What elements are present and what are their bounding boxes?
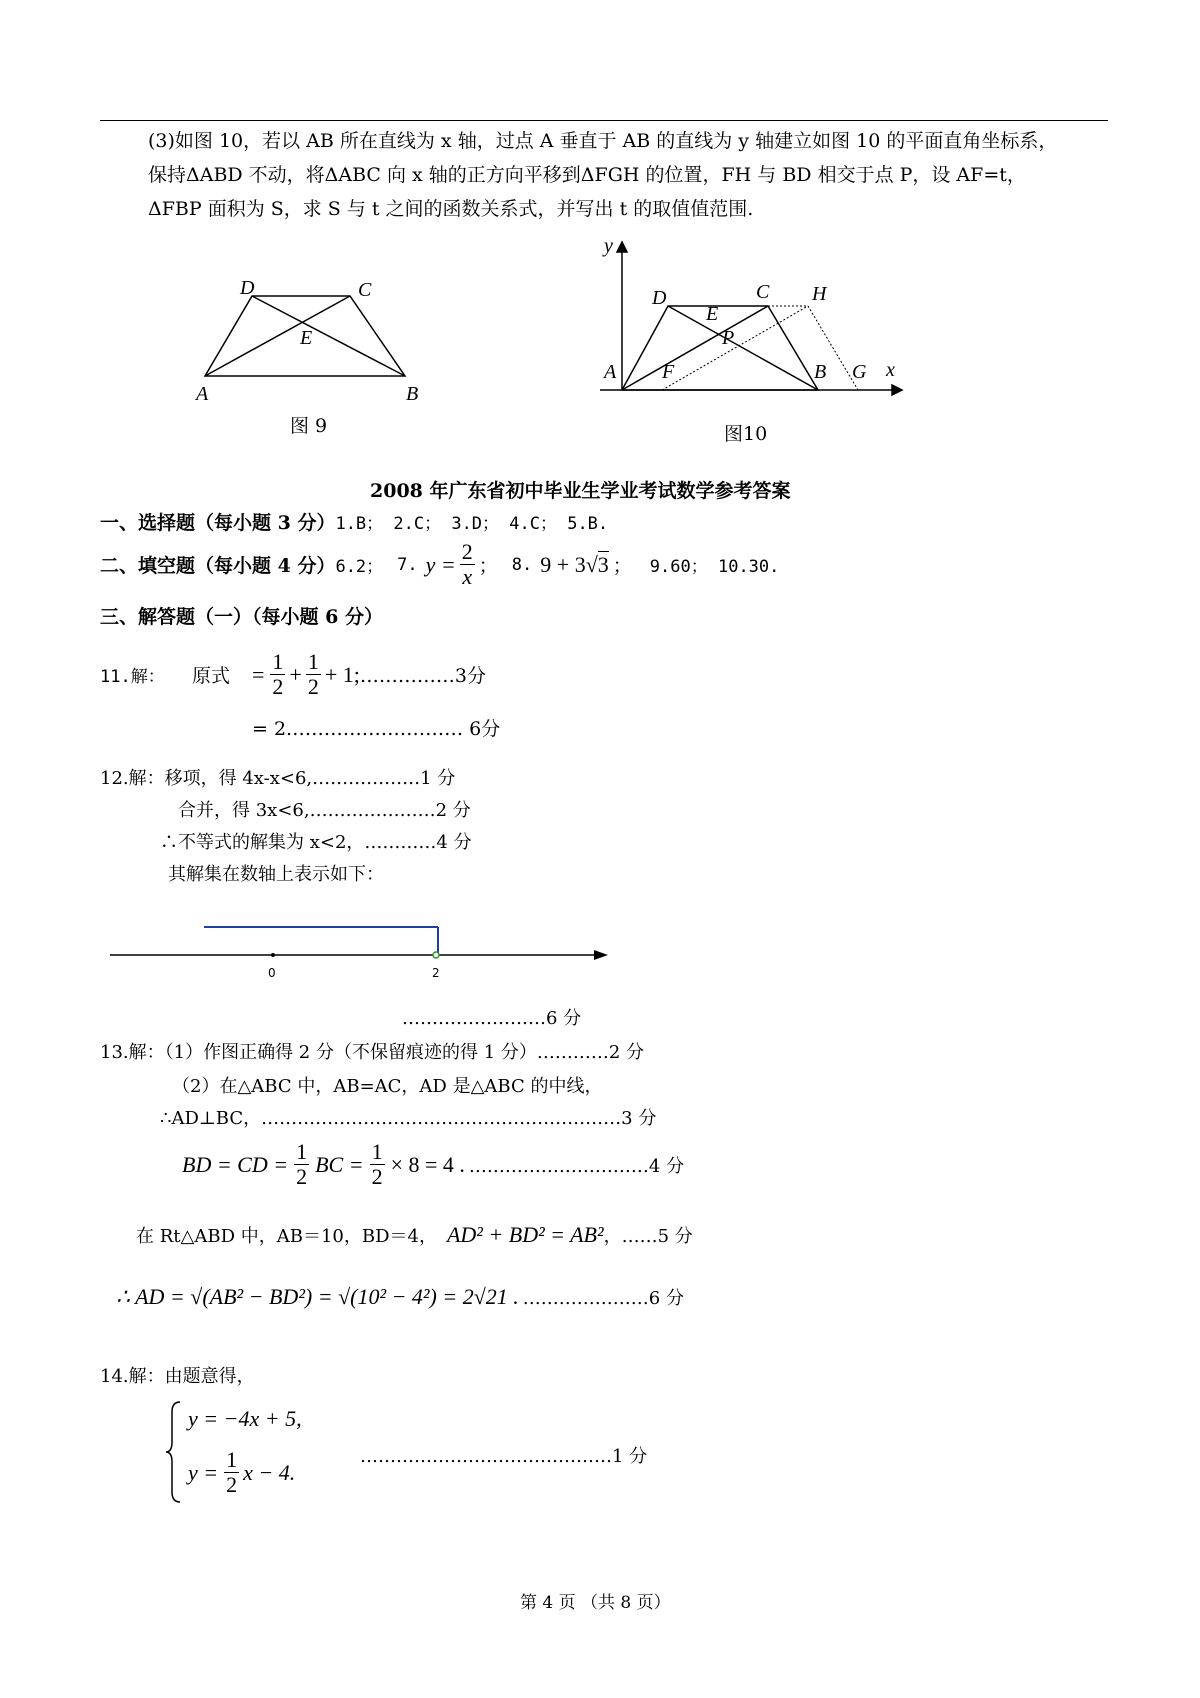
fig10-label-c: C xyxy=(756,281,770,303)
y-axis-arrow xyxy=(617,242,627,252)
answers-9-10: 9.60； 10.30. xyxy=(649,557,780,577)
fig10-label-f: F xyxy=(662,361,675,383)
page-footer: 第 4 页 （共 8 页） xyxy=(520,1593,671,1613)
fig9-label-b: B xyxy=(406,383,419,405)
q14-eq2-lhs: y = xyxy=(188,1459,219,1485)
q13-line3: ∴AD⊥BC，……………………………………………………3 分 xyxy=(160,1108,657,1129)
q12-line3: ∴不等式的解集为 x<2，…………4 分 xyxy=(160,832,472,853)
tick-0-label: 0 xyxy=(268,966,276,980)
q11-score-1: ……………3分 xyxy=(359,665,486,687)
x-axis-arrow xyxy=(892,385,902,395)
q13-line4 xyxy=(182,1140,684,1189)
answers-title: 2008 年广东省初中毕业生学业考试数学参考答案 xyxy=(370,480,791,502)
q13-score-6: …………………6 分 xyxy=(522,1288,684,1309)
section-3-heading: 三、解答题（一）（每小题 6 分） xyxy=(100,606,383,628)
q3-line2: 保持ΔABD 不动，将ΔABC 向 x 轴的正方向平移到ΔFGH 的位置，FH 与 BD 相交于点 P，设 AF=t， xyxy=(148,164,1026,186)
trapezoid-abcd-10 xyxy=(622,306,818,390)
figure-9 xyxy=(180,260,440,440)
q11-half-b-den: 2 xyxy=(307,674,319,699)
axis-arrow xyxy=(594,950,608,960)
q13-half-2-num: 1 xyxy=(371,1139,383,1164)
q13-half-1-num: 1 xyxy=(296,1139,308,1164)
answer-8-suffix: ； xyxy=(612,555,632,577)
q13-score-4: …………………………4 分 xyxy=(468,1155,685,1177)
q13-score-5: ，……5 分 xyxy=(603,1226,693,1247)
q11-plus-one: + 1; xyxy=(324,661,360,687)
q3-line1: (3)如图 10，若以 AB 所在直线为 x 轴，过点 A 垂直于 AB 的直线为 y 轴建立如图 10 的平面直角坐标系， xyxy=(148,130,1058,152)
section-1 xyxy=(100,508,608,535)
q11-yuanshi: 原式 xyxy=(192,665,231,687)
fig9-label-a: A xyxy=(196,383,209,405)
fig10-label-p: P xyxy=(722,327,735,349)
number-line xyxy=(100,915,620,990)
q14-eq2-rhs: x − 4. xyxy=(243,1459,296,1485)
fig9-label-c: C xyxy=(358,279,372,301)
q11-half-b-num: 1 xyxy=(307,649,319,674)
q11-plus: + xyxy=(289,661,302,687)
q14-line1: 14.解：由题意得， xyxy=(100,1366,255,1387)
q13-half-1 xyxy=(294,1140,309,1189)
q12-line4: 其解集在数轴上表示如下： xyxy=(168,864,384,885)
answer-8-radical xyxy=(586,552,609,578)
section-1-answers: 1.B； 2.C； 3.D； 4.C； 5.B. xyxy=(335,514,609,534)
q13-line2: （2）在△ABC 中，AB=AC，AD 是△ABC 的中线， xyxy=(172,1076,603,1097)
q11-label: 11.解： xyxy=(100,667,165,687)
q13-line6 xyxy=(116,1284,684,1310)
q12-score: ……………………6 分 xyxy=(402,1008,582,1029)
figure-10 xyxy=(590,240,910,450)
answer-6: 6.2； xyxy=(335,557,384,577)
q13-half-1-den: 2 xyxy=(296,1164,308,1189)
diagonal-bd-10 xyxy=(668,306,818,390)
section-2-heading: 二、填空题（每小题 4 分） xyxy=(100,555,336,577)
answer-7-numerator: 2 xyxy=(461,539,473,564)
q13-bc: BC = xyxy=(315,1151,364,1177)
q11-line2: = 2.……………………… 6分 xyxy=(252,718,501,740)
q11-half-b xyxy=(306,650,321,699)
q13-times: × 8 = 4 . xyxy=(390,1151,465,1177)
fig9-label-e: E xyxy=(300,327,313,349)
q14-eq2 xyxy=(188,1448,295,1497)
q11-half-a-den: 2 xyxy=(272,674,284,699)
section-2 xyxy=(100,540,779,589)
answer-7-denominator: x xyxy=(462,564,473,589)
fig10-label-g: G xyxy=(852,361,867,383)
answer-8-label: 8. xyxy=(511,554,533,575)
q14-eq2-fraction xyxy=(224,1448,239,1497)
q11-half-a-num: 1 xyxy=(272,649,284,674)
answer-7-fraction xyxy=(460,540,475,589)
q14-eq2-den: 2 xyxy=(226,1472,238,1497)
brace-path xyxy=(166,1402,180,1502)
answer-8-expression: 9 + 3 xyxy=(540,551,586,577)
tick-2-label: 2 xyxy=(432,966,440,980)
fig10-label-e: E xyxy=(706,303,719,325)
answer-7-suffix: ； xyxy=(478,555,498,577)
sqrt-icon: √ xyxy=(585,551,598,577)
q11-half-a xyxy=(270,650,285,699)
answer-7-label: 7. xyxy=(397,554,418,575)
q11-line1 xyxy=(100,650,486,699)
q11-equals: = xyxy=(252,661,265,687)
q13-half-2 xyxy=(370,1140,385,1189)
fig10-caption: 图10 xyxy=(724,423,768,445)
tick-2-open-dot xyxy=(433,952,439,958)
q13-line1: 13.解：（1）作图正确得 2 分（不保留痕迹的得 1 分）…………2 分 xyxy=(100,1042,645,1063)
fig10-label-y: y xyxy=(604,240,613,257)
section-1-heading: 一、选择题（每小题 3 分） xyxy=(100,512,336,534)
fig10-label-a: A xyxy=(604,361,617,383)
q14-eq2-num: 1 xyxy=(226,1447,238,1472)
q13-half-2-den: 2 xyxy=(371,1164,383,1189)
fig10-label-h: H xyxy=(812,283,827,305)
q13-rt-text: 在 Rt△ABD 中，AB＝10，BD＝4， xyxy=(136,1226,437,1247)
q13-line5 xyxy=(136,1222,693,1248)
q12-line1: 12.解：移项，得 4x-x<6,………………1 分 xyxy=(100,768,456,789)
q3-line3: ΔFBP 面积为 S，求 S 与 t 之间的函数关系式，并写出 t 的取值值范围. xyxy=(148,198,754,220)
q14-eq1: y = −4x + 5, xyxy=(188,1406,302,1431)
answer-7-lhs: y = xyxy=(425,551,456,577)
tick-0-dot xyxy=(271,953,275,957)
fig10-label-x: x xyxy=(886,359,895,381)
system-brace xyxy=(164,1400,184,1504)
q14-score: ……………………………………1 分 xyxy=(360,1446,648,1467)
top-rule xyxy=(100,120,1108,121)
answer-8-radicand: 3 xyxy=(597,551,609,577)
fig9-caption: 图 9 xyxy=(290,415,328,437)
fig10-label-b: B xyxy=(814,361,827,383)
diagonal-ac-10 xyxy=(622,306,768,390)
fig9-label-d: D xyxy=(240,277,255,299)
q12-line2: 合并，得 3x<6,…………………2 分 xyxy=(178,800,471,821)
q13-bd-cd: BD = CD = xyxy=(182,1151,289,1177)
q13-pythagoras: AD² + BD² = AB² xyxy=(446,1222,604,1247)
dotted-fh xyxy=(662,306,808,390)
fig10-label-d: D xyxy=(652,287,667,309)
q13-ad-result: ∴ AD = √(AB² − BD²) = √(10² − 4²) = 2√21 . xyxy=(116,1284,519,1309)
